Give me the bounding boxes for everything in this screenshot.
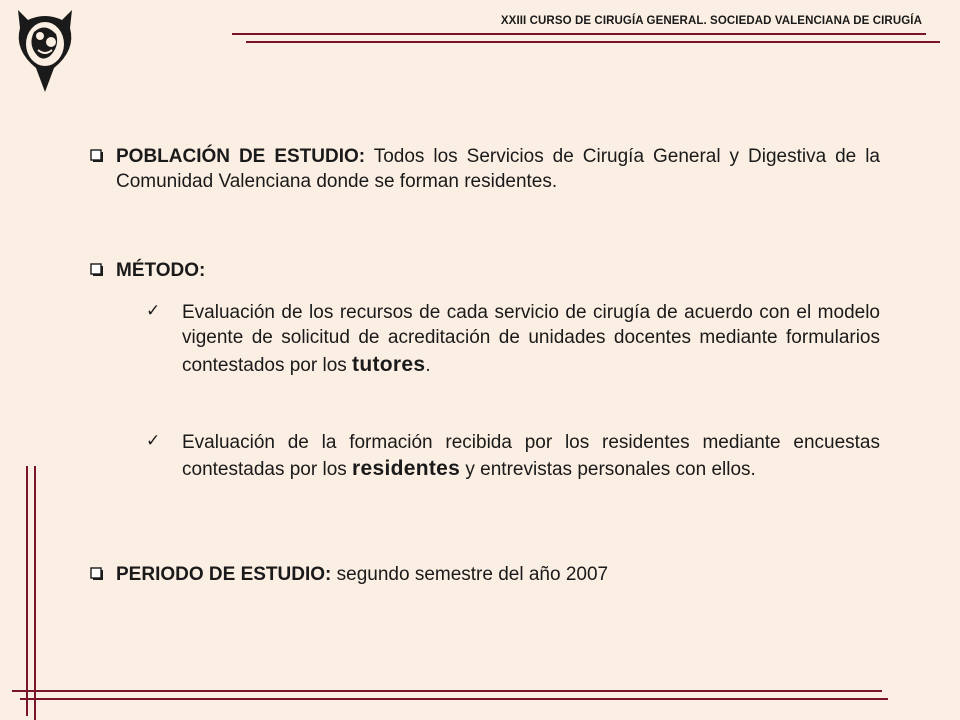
header-divider-bottom [246,41,940,43]
left-border-line-2 [34,466,36,720]
section-metodo [90,258,880,283]
section-label: MÉTODO: [116,260,206,281]
left-border-line-1 [26,466,28,716]
method-item-text-after: y entrevistas personales con ellos. [460,459,756,481]
section-text: Todos los Servicios de Cirugía General y Digestiva de la Comunidad Valenciana donde se forman residentes. [116,146,880,193]
method-item-emphasis: residentes [352,457,461,481]
section-label: PERIODO DE ESTUDIO: [116,564,332,585]
method-item-emphasis: tutores [352,352,426,376]
section-text: segundo semestre del año 2007 [331,564,609,585]
bottom-border-line-1 [12,690,882,692]
method-item-after: . [425,354,431,376]
method-item-text-before: Evaluación de la formación recibida por los residentes mediante encuestas contestadas por los [182,432,880,481]
method-item-text: Evaluación de los recursos de cada servicio de cirugía de acuerdo con el modelo vigente de solicitud de acreditación de unidades docentes mediante formularios contestados por los [182,302,880,376]
header-title: XXIII CURSO DE CIRUGÍA GENERAL. SOCIEDAD VALENCIANA DE CIRUGÍA [500,15,922,27]
checkmark-icon: ✓ [146,301,161,321]
method-item-1 [146,300,880,378]
hollow-square-bullet-icon [90,567,104,581]
society-logo [14,6,76,96]
header-divider-top [232,33,926,35]
method-item-2 [146,430,880,483]
section-poblacion [90,144,880,195]
checkmark-icon: ✓ [146,431,161,451]
section-periodo [90,562,880,587]
bottom-border-line-2 [20,698,888,700]
hollow-square-bullet-icon [90,263,104,277]
section-label: POBLACIÓN DE ESTUDIO: [116,146,366,167]
hollow-square-bullet-icon [90,149,104,163]
